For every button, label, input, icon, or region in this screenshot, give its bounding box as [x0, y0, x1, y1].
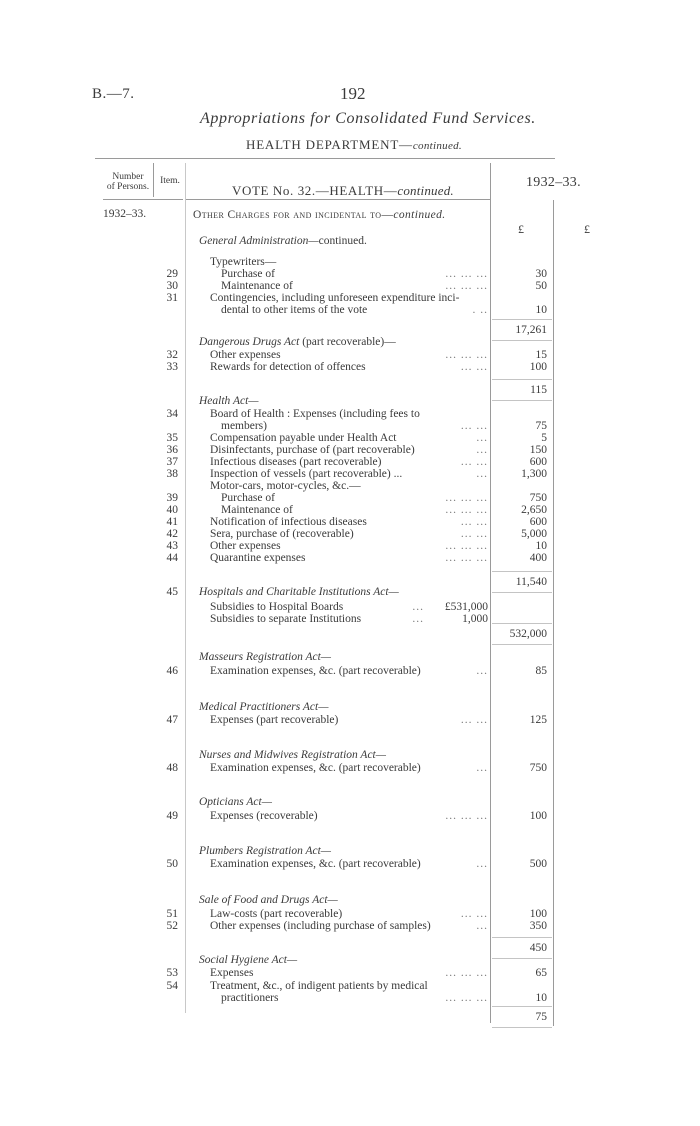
item-number: 36 [166, 444, 178, 456]
item-number: 47 [166, 714, 178, 726]
item-number: 31 [166, 292, 178, 304]
sub-heading [199, 586, 399, 599]
amount-value: 150 [529, 444, 547, 456]
line-description: Motor-cars, motor-cycles, &c.— [210, 480, 361, 492]
table-row [0, 701, 700, 714]
line-description: Inspection of vessels (part recoverable) ... [210, 468, 403, 480]
subtotal-rule [492, 319, 552, 320]
leader-dots: ... ... [460, 908, 488, 920]
persons-year-label: 1932–33. [103, 208, 147, 220]
line-description: Other expenses [210, 540, 281, 552]
subtotal-value: 115 [530, 384, 547, 396]
item-number: 52 [166, 920, 178, 932]
table-row [0, 665, 700, 678]
sub-heading [199, 651, 331, 664]
table-row [0, 552, 700, 565]
item-header: Item. [160, 176, 180, 186]
amount-value: 100 [529, 908, 547, 920]
leader-dots: ... ... ... [445, 504, 488, 516]
item-number: 30 [166, 280, 178, 292]
line-description: Typewriters— [210, 256, 277, 268]
pound-sign-left: £ [518, 222, 524, 236]
line-description: Rewards for detection of offences [210, 361, 366, 373]
persons-column-rule [153, 163, 154, 197]
subtotal-rule-bottom [492, 644, 552, 645]
item-number: 32 [166, 349, 178, 361]
table-row [0, 361, 700, 374]
sub-heading-text: Plumbers Registration Act— [199, 845, 332, 857]
item-number: 39 [166, 492, 178, 504]
leader-dots: ... ... [460, 420, 488, 432]
line-description: Other expenses (including purchase of samples) [210, 920, 431, 932]
item-number: 41 [166, 516, 178, 528]
amount-value: 30 [535, 268, 547, 280]
table-row [0, 894, 700, 907]
number-of-persons-header: Number of Persons. [106, 172, 150, 192]
table-row [0, 858, 700, 871]
table-row [0, 845, 700, 858]
table-row [0, 992, 700, 1005]
line-description: Treatment, &c., of indigent patients by medical [210, 980, 428, 992]
line-description: Compensation payable under Health Act [210, 432, 397, 444]
leader-dots: ... ... ... [445, 552, 488, 564]
leader-dots: ... ... ... [445, 268, 488, 280]
item-number: 53 [166, 967, 178, 979]
table-row [0, 954, 700, 967]
amount-value: 75 [535, 420, 547, 432]
leader-dots: ... [412, 613, 424, 625]
sub-heading-text: Social Hygiene Act— [199, 954, 298, 966]
item-number: 46 [166, 665, 178, 677]
sub-heading-suffix: (part recoverable)— [299, 336, 396, 348]
amount-value: 350 [529, 920, 547, 932]
subtotal-rule [492, 937, 552, 938]
leader-dots: ... [476, 762, 488, 774]
subtotal-value: 11,540 [515, 576, 547, 588]
section-title: Other Charges for and incidental to—continued. [193, 209, 446, 221]
table-row [0, 586, 700, 599]
sub-heading [199, 796, 272, 809]
item-number: 50 [166, 858, 178, 870]
line-description: dental to other items of the vote [221, 304, 368, 316]
sub-amount: £531,000 [444, 601, 488, 613]
table-row [0, 235, 700, 248]
amount-value: 500 [529, 858, 547, 870]
vote-heading: VOTE No. 32.—HEALTH—continued. [232, 183, 454, 198]
line-description: Purchase of [221, 492, 275, 504]
amount-value: 2,650 [521, 504, 547, 516]
line-description: Expenses (part recoverable) [210, 714, 339, 726]
line-description: Infectious diseases (part recoverable) [210, 456, 382, 468]
subtotal-value: 532,000 [509, 628, 547, 640]
item-number: 33 [166, 361, 178, 373]
sub-heading-text: Hospitals and Charitable Institutions Act— [199, 586, 399, 598]
line-description: Law-costs (part recoverable) [210, 908, 343, 920]
leader-dots: ... ... ... [445, 349, 488, 361]
table-row [0, 810, 700, 823]
subtotal-value: 17,261 [515, 324, 547, 336]
line-description: Expenses (recoverable) [210, 810, 318, 822]
table-row [0, 714, 700, 727]
amount-value: 750 [529, 762, 547, 774]
item-number: 43 [166, 540, 178, 552]
leader-dots: ... ... ... [445, 280, 488, 292]
table-top-rule [95, 158, 555, 159]
sub-heading [199, 894, 338, 907]
department-heading: HEALTH DEPARTMENT—continued. [246, 137, 462, 152]
subtotal-rule [492, 571, 552, 572]
item-number: 54 [166, 980, 178, 992]
amount-value: 50 [535, 280, 547, 292]
line-description: Subsidies to separate Institutions [210, 613, 362, 625]
table-row [0, 395, 700, 408]
sub-heading-text: Medical Practitioners Act— [199, 701, 329, 713]
item-number: 48 [166, 762, 178, 774]
leader-dots: . .. [472, 304, 488, 316]
sub-heading [199, 395, 259, 408]
line-description: members) [221, 420, 267, 432]
item-number: 49 [166, 810, 178, 822]
leader-dots: ... ... [460, 456, 488, 468]
sub-heading-text: General Administration— [199, 235, 319, 247]
leader-dots: ... ... ... [445, 992, 488, 1004]
table-row [0, 1011, 700, 1024]
amount-value: 750 [529, 492, 547, 504]
line-description: Disinfectants, purchase of (part recoverable) [210, 444, 415, 456]
page-number: 192 [340, 84, 366, 103]
leader-dots: ... ... [460, 714, 488, 726]
line-description: Examination expenses, &c. (part recoverable) [210, 858, 421, 870]
item-number: 40 [166, 504, 178, 516]
sub-heading-suffix: continued. [318, 235, 367, 247]
table-row [0, 651, 700, 664]
leader-dots: ... [476, 920, 488, 932]
sub-heading [199, 235, 367, 248]
sub-heading-text: Sale of Food and Drugs Act— [199, 894, 338, 906]
header-under-rule-2 [186, 199, 490, 200]
line-description: Quarantine expenses [210, 552, 306, 564]
amount-value: 100 [529, 810, 547, 822]
sub-amount: 1,000 [462, 613, 488, 625]
leader-dots: ... ... ... [445, 810, 488, 822]
item-number: 51 [166, 908, 178, 920]
sub-heading [199, 954, 297, 967]
sub-heading [199, 701, 328, 714]
pound-sign-right: £ [584, 222, 590, 236]
item-number: 38 [166, 468, 178, 480]
line-description: Examination expenses, &c. (part recoverable) [210, 762, 421, 774]
line-description: Other expenses [210, 349, 281, 361]
amount-value: 15 [535, 349, 547, 361]
table-row [0, 749, 700, 762]
header-under-rule [103, 199, 183, 200]
subtotal-value: 75 [535, 1011, 547, 1023]
leader-dots: ... [476, 858, 488, 870]
amount-value: 10 [535, 304, 547, 316]
line-description: Board of Health : Expenses (including fees to [210, 408, 420, 420]
amount-value: 125 [529, 714, 547, 726]
leader-dots: ... ... [460, 361, 488, 373]
line-description: Expenses [210, 967, 254, 979]
line-description: Examination expenses, &c. (part recoverable) [210, 665, 421, 677]
table-row [0, 613, 700, 626]
amount-value: 10 [535, 992, 547, 1004]
subtotal-rule-bottom [492, 1027, 552, 1028]
table-row [0, 920, 700, 933]
item-number: 37 [166, 456, 178, 468]
amount-value: 5 [541, 432, 547, 444]
leader-dots: ... ... [460, 516, 488, 528]
sub-heading-text: Health Act— [199, 395, 259, 407]
table-row [0, 967, 700, 980]
sub-heading-text: Dangerous Drugs Act [199, 336, 300, 348]
sub-heading [199, 749, 386, 762]
sub-heading-text: Opticians Act— [199, 796, 272, 808]
leader-dots: ... ... [460, 528, 488, 540]
amount-value: 10 [535, 540, 547, 552]
document-reference: B.—7. [92, 86, 135, 102]
line-description: Maintenance of [221, 280, 293, 292]
table-row [0, 336, 700, 349]
financial-year-header: 1932–33. [526, 175, 581, 190]
line-description: Purchase of [221, 268, 275, 280]
amount-value: 5,000 [521, 528, 547, 540]
line-description: Contingencies, including unforeseen expenditure inci- [210, 292, 460, 304]
leader-dots: ... ... ... [445, 967, 488, 979]
item-number: 29 [166, 268, 178, 280]
subtotal-rule [492, 379, 552, 380]
line-description: Subsidies to Hospital Boards [210, 601, 344, 613]
amount-value: 600 [529, 516, 547, 528]
table-row [0, 796, 700, 809]
page-title: Appropriations for Consolidated Fund Services. [200, 110, 536, 127]
table-row [0, 304, 700, 317]
leader-dots: ... ... ... [445, 492, 488, 504]
table-row [0, 762, 700, 775]
leader-dots: ... [412, 601, 424, 613]
amount-value: 400 [529, 552, 547, 564]
amount-value: 65 [535, 967, 547, 979]
sub-heading [199, 845, 331, 858]
leader-dots: ... [476, 468, 488, 480]
sub-heading-text: Nurses and Midwives Registration Act— [199, 749, 386, 761]
sub-heading [199, 336, 396, 349]
amount-value: 85 [535, 665, 547, 677]
table-row [0, 628, 700, 641]
subtotal-rule [492, 623, 552, 624]
item-number: 35 [166, 432, 178, 444]
leader-dots: ... [476, 665, 488, 677]
leader-dots: ... ... ... [445, 540, 488, 552]
amount-value: 600 [529, 456, 547, 468]
line-description: Sera, purchase of (recoverable) [210, 528, 354, 540]
amount-value: 100 [529, 361, 547, 373]
leader-dots: ... [476, 432, 488, 444]
item-number: 34 [166, 408, 178, 420]
item-number: 45 [166, 586, 178, 598]
sub-heading-text: Masseurs Registration Act— [199, 651, 332, 663]
line-description: practitioners [221, 992, 279, 1004]
leader-dots: ... [476, 444, 488, 456]
line-description: Maintenance of [221, 504, 293, 516]
subtotal-rule [492, 1006, 552, 1007]
line-description: Notification of infectious diseases [210, 516, 367, 528]
amount-value: 1,300 [521, 468, 547, 480]
subtotal-value: 450 [529, 942, 547, 954]
item-number: 44 [166, 552, 178, 564]
item-number: 42 [166, 528, 178, 540]
